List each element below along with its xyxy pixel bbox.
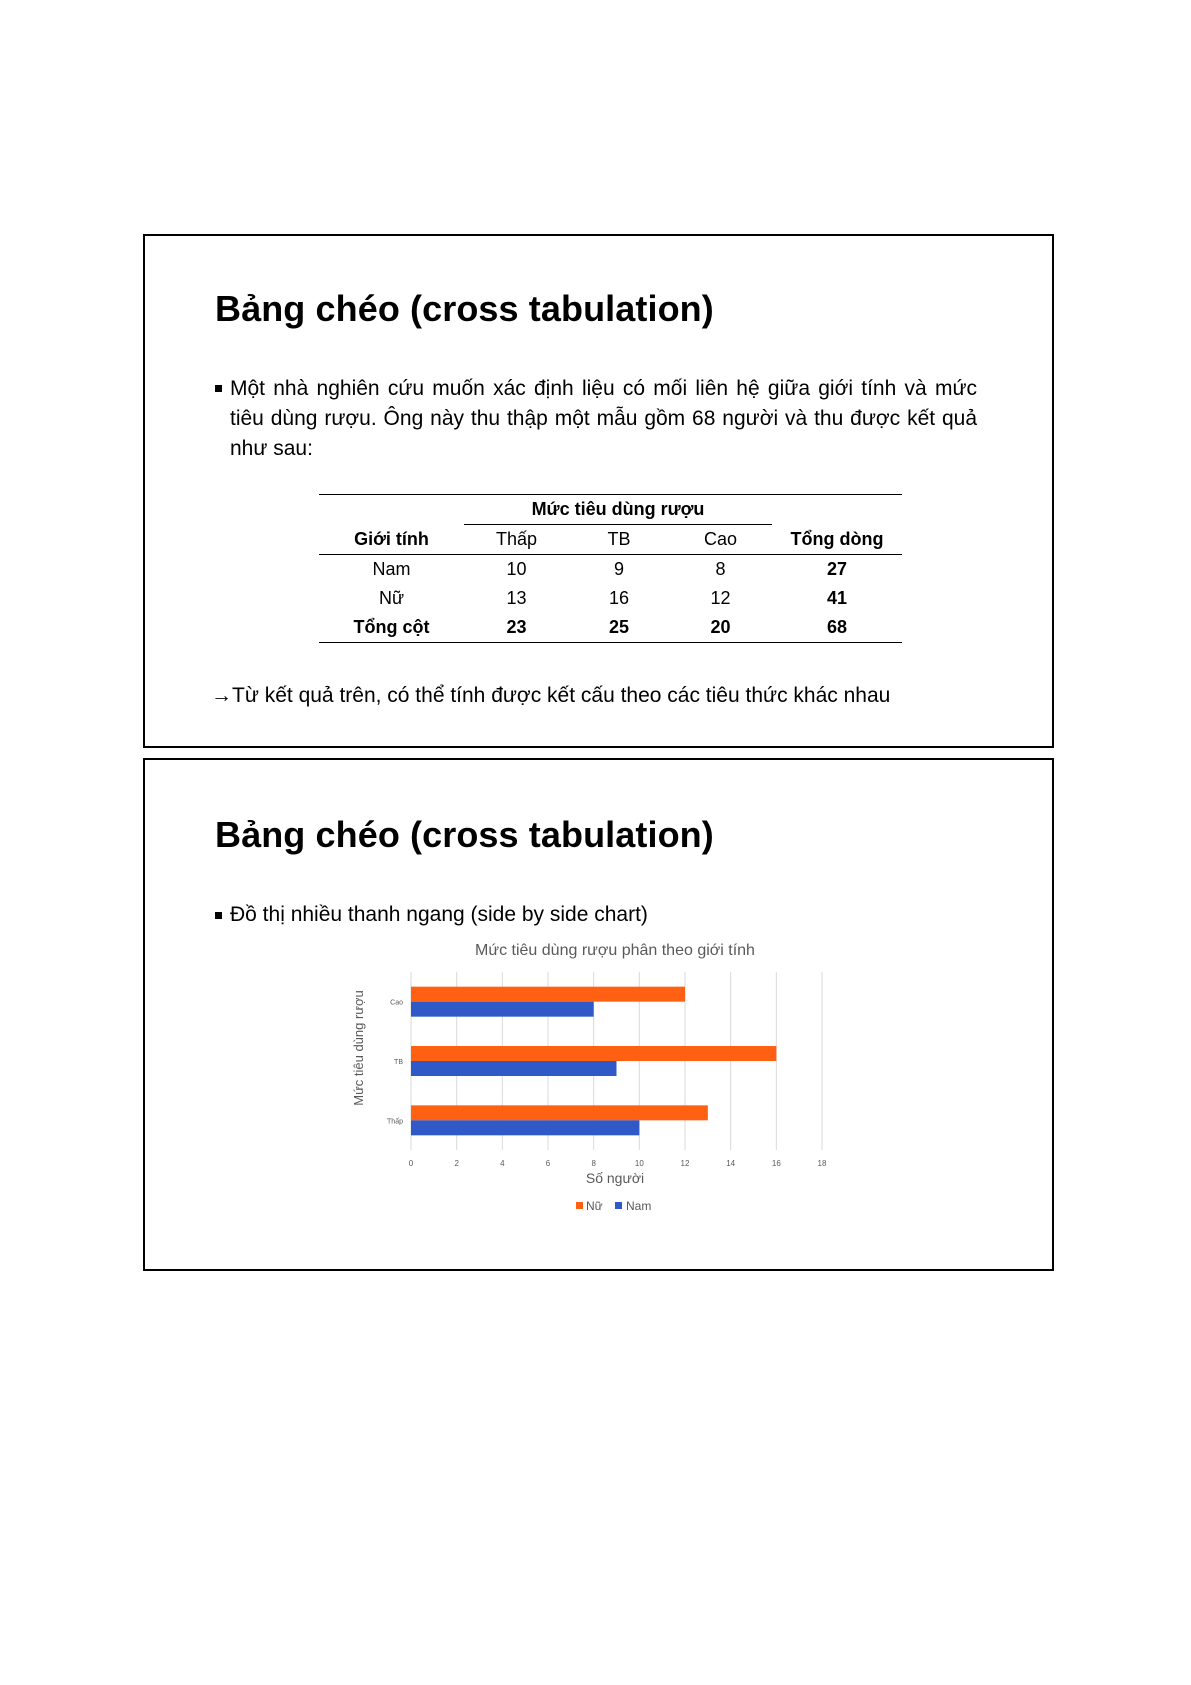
slide-side-by-side-chart <box>143 758 1054 1271</box>
table-cell: 12 <box>710 588 731 608</box>
table-cell-total: 23 <box>464 613 569 643</box>
slide-cross-table <box>143 234 1054 748</box>
x-tick-label: 14 <box>726 1159 736 1168</box>
x-axis-label: Số người <box>585 1170 645 1186</box>
x-tick-label: 12 <box>680 1159 690 1168</box>
legend-label-nu: Nữ <box>586 1199 603 1213</box>
bar-nam-0 <box>411 1120 639 1135</box>
chart-title: Mức tiêu dùng rượu phân theo giới tính <box>475 942 755 959</box>
col-header: TB <box>569 525 669 555</box>
table-cell: 8 <box>715 559 726 579</box>
chart-legend <box>576 1199 651 1213</box>
bullet-text: Một nhà nghiên cứu muốn xác định liệu có mối liên hệ giữa giới tính và mức tiêu dùng rượu. Ông này thu thập một mẫu gồm 68 người và thu được kết quả như sau: <box>230 377 977 460</box>
y-axis-label: Mức tiêu dùng rượu <box>351 990 366 1106</box>
bar-nu-2 <box>411 987 685 1002</box>
table-cell: 9 <box>613 559 624 579</box>
table-row <box>319 584 902 613</box>
x-tick-label: 2 <box>454 1159 459 1168</box>
bullet-square-icon <box>215 912 222 919</box>
x-tick-label: 16 <box>771 1159 781 1168</box>
col-header: Thấp <box>464 525 569 555</box>
y-tick-label: Cao <box>390 999 403 1007</box>
legend-swatch-nam <box>615 1202 622 1209</box>
table-cell: 13 <box>506 588 527 608</box>
x-tick-label: 18 <box>817 1159 827 1168</box>
bullet-item <box>215 900 935 930</box>
x-tick-label: 4 <box>500 1159 505 1168</box>
slide-title: Bảng chéo (cross tabulation) <box>215 288 714 329</box>
cross-table <box>319 494 902 643</box>
legend-swatch-nu <box>576 1202 583 1209</box>
table-cell-total: 25 <box>569 613 669 643</box>
table-cell-total: 20 <box>669 613 772 643</box>
bar-nam-2 <box>411 1002 594 1017</box>
row-label: Nữ <box>378 588 405 608</box>
bullet-text: Đồ thị nhiều thanh ngang (side by side chart) <box>230 903 648 926</box>
table-header-row <box>319 525 902 555</box>
bullet-item <box>215 374 977 464</box>
bullet-square-icon <box>215 385 222 392</box>
table-row-total <box>319 613 902 643</box>
bar-nu-1 <box>411 1046 776 1061</box>
table-cell: 16 <box>608 588 630 608</box>
x-tick-label: 0 <box>408 1159 414 1168</box>
table-cell-total: 27 <box>826 559 848 579</box>
x-tick-label: 6 <box>545 1159 551 1168</box>
col-header: Cao <box>669 525 772 555</box>
row-label: Tổng cột <box>319 613 464 643</box>
x-tick-label: 8 <box>591 1159 596 1168</box>
bar-chart <box>343 930 863 1230</box>
conclusion-text: →Từ kết quả trên, có thể tính được kết cấu theo các tiêu thức khác nhau <box>211 684 891 707</box>
x-tick-label: 10 <box>634 1159 644 1168</box>
legend-label-nam: Nam <box>626 1199 652 1213</box>
table-group-header-row <box>319 495 902 525</box>
bar-nam-1 <box>411 1061 617 1076</box>
table-cell-total: 41 <box>826 588 848 608</box>
y-tick-label: TB <box>394 1059 403 1066</box>
slide-title: Bảng chéo (cross tabulation) <box>215 814 714 855</box>
col-header: Tổng dòng <box>772 525 902 555</box>
table-row <box>319 555 902 585</box>
table-cell: 10 <box>506 559 527 579</box>
row-label: Nam <box>372 559 411 579</box>
bar-nu-0 <box>411 1105 708 1120</box>
row-header: Giới tính <box>319 525 464 555</box>
chart-ticks <box>387 1000 827 1168</box>
group-header: Mức tiêu dùng rượu <box>464 495 772 525</box>
table-cell-total: 68 <box>772 613 902 643</box>
y-tick-label: Thấp <box>387 1118 403 1126</box>
